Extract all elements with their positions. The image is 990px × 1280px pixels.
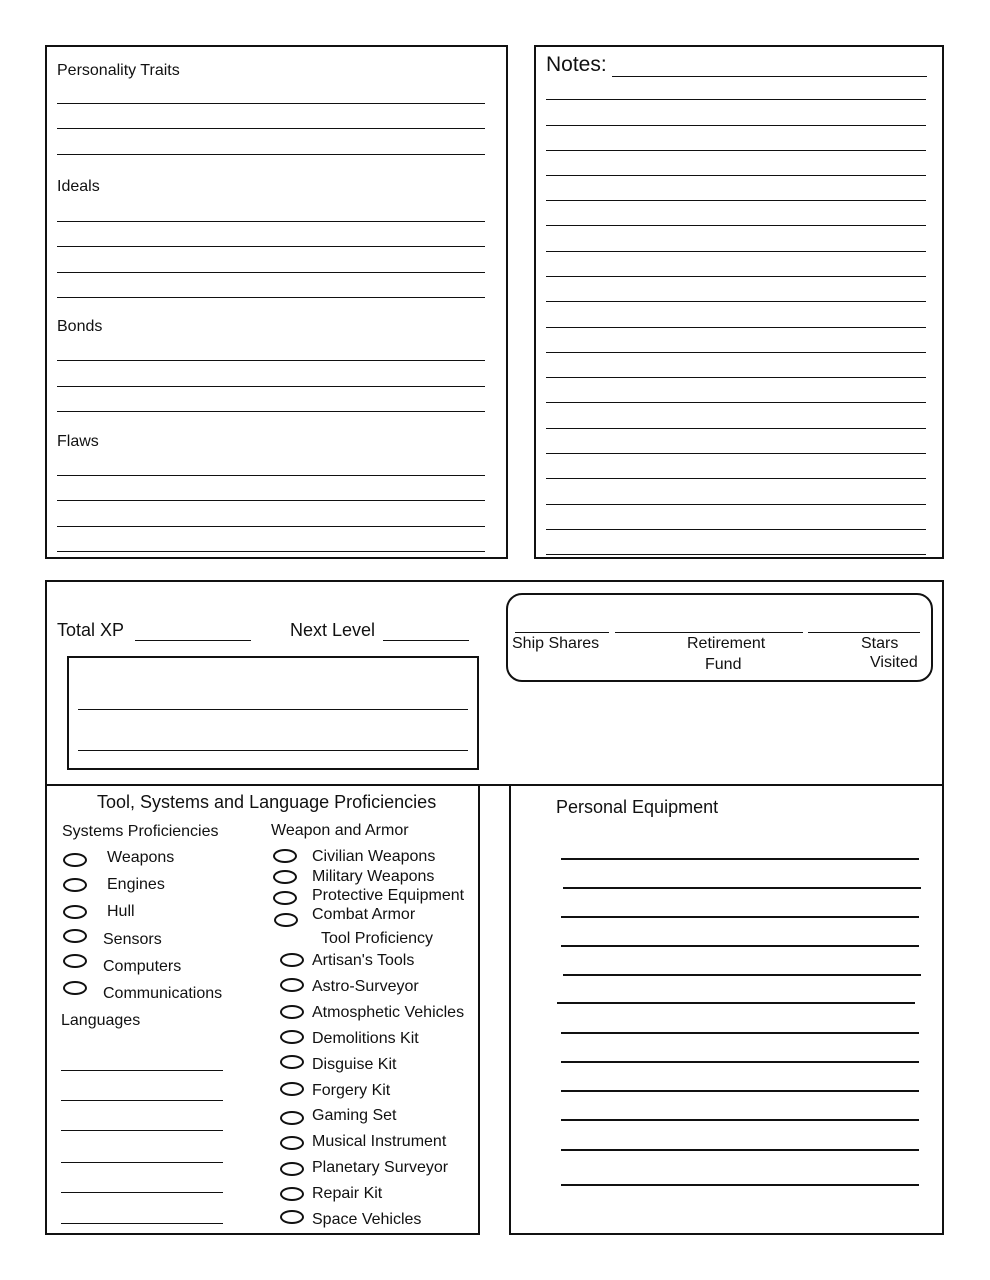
flaws-line[interactable] <box>57 526 485 527</box>
equipment-line[interactable] <box>561 916 919 918</box>
language-line[interactable] <box>61 1223 223 1224</box>
xp-notes-line[interactable] <box>78 709 468 710</box>
language-line[interactable] <box>61 1100 223 1101</box>
next-level-field[interactable] <box>383 640 469 641</box>
checkbox[interactable] <box>280 978 304 992</box>
systems-proficiency-label: Communications <box>103 985 223 1002</box>
language-line[interactable] <box>61 1070 223 1071</box>
tool-proficiency-item-label: Space Vehicles <box>312 1211 422 1228</box>
tool-proficiency-item-label: Musical Instrument <box>312 1133 447 1150</box>
checkbox[interactable] <box>280 1055 304 1069</box>
systems-proficiency-label: Hull <box>107 903 135 920</box>
equipment-line[interactable] <box>561 945 919 947</box>
flaws-line[interactable] <box>57 551 485 552</box>
weapon-armor-proficiency-label: Civilian Weapons <box>312 848 436 865</box>
bonds-line[interactable] <box>57 386 485 387</box>
equipment-line[interactable] <box>561 1090 919 1092</box>
tool-proficiency-item-label: Demolitions Kit <box>312 1030 419 1047</box>
tool-proficiency-item-label: Repair Kit <box>312 1185 383 1202</box>
notes-line[interactable] <box>546 99 926 100</box>
weapon-armor-proficiency-label: Military Weapons <box>312 868 435 885</box>
equipment-box <box>509 784 944 1235</box>
equipment-line[interactable] <box>561 1149 919 1151</box>
notes-label: Notes: <box>546 53 607 76</box>
notes-line[interactable] <box>546 150 926 151</box>
stats-box <box>506 593 933 682</box>
checkbox[interactable] <box>280 1082 304 1096</box>
ideals-line[interactable] <box>57 297 485 298</box>
notes-line[interactable] <box>546 453 926 454</box>
proficiencies-box <box>45 784 480 1235</box>
weapon-armor-proficiency-label: Combat Armor <box>312 906 416 923</box>
equipment-line[interactable] <box>563 974 921 976</box>
stars-label: Stars <box>861 635 899 652</box>
systems-proficiency-label: Weapons <box>107 849 175 866</box>
notes-line[interactable] <box>546 352 926 353</box>
personality-line[interactable] <box>57 103 485 104</box>
personal-equipment-label: Personal Equipment <box>556 797 719 817</box>
systems-proficiency-label: Engines <box>107 876 165 893</box>
flaws-line[interactable] <box>57 500 485 501</box>
checkbox[interactable] <box>273 849 297 863</box>
notes-line[interactable] <box>546 125 926 126</box>
checkbox[interactable] <box>274 913 298 927</box>
checkbox[interactable] <box>273 891 297 905</box>
checkbox[interactable] <box>280 953 304 967</box>
languages-label: Languages <box>61 1012 141 1029</box>
bonds-line[interactable] <box>57 411 485 412</box>
notes-line[interactable] <box>546 554 926 555</box>
ideals-line[interactable] <box>57 272 485 273</box>
checkbox[interactable] <box>63 981 87 995</box>
checkbox[interactable] <box>63 929 87 943</box>
ideals-line[interactable] <box>57 221 485 222</box>
weapon-armor-label: Weapon and Armor <box>271 822 409 839</box>
notes-line[interactable] <box>546 301 926 302</box>
checkbox[interactable] <box>280 1162 304 1176</box>
checkbox[interactable] <box>280 1187 304 1201</box>
checkbox[interactable] <box>280 1030 304 1044</box>
proficiencies-title: Tool, Systems and Language Proficiencies <box>97 792 437 812</box>
notes-line[interactable] <box>546 276 926 277</box>
language-line[interactable] <box>61 1192 223 1193</box>
xp-notes-line[interactable] <box>78 750 468 751</box>
notes-box <box>534 45 944 559</box>
ship-shares-field[interactable] <box>515 632 609 633</box>
tool-proficiency-item-label: Gaming Set <box>312 1107 397 1124</box>
checkbox[interactable] <box>280 1005 304 1019</box>
notes-line[interactable] <box>546 428 926 429</box>
traits-box <box>45 45 508 559</box>
language-line[interactable] <box>61 1130 223 1131</box>
equipment-line[interactable] <box>561 1119 919 1121</box>
total-xp-field[interactable] <box>135 640 251 641</box>
bonds-line[interactable] <box>57 360 485 361</box>
personality-traits-label: Personality Traits <box>57 62 180 79</box>
systems-proficiencies-label: Systems Proficiencies <box>62 823 219 840</box>
tool-proficiency-item-label: Astro-Surveyor <box>312 978 419 995</box>
tool-proficiency-item-label: Atmosphetic Vehicles <box>312 1004 465 1021</box>
ship-shares-label: Ship Shares <box>512 635 600 652</box>
weapon-armor-proficiency-label: Protective Equipment <box>312 887 465 904</box>
retirement-label: Retirement <box>687 635 766 652</box>
notes-line[interactable] <box>546 529 926 530</box>
tool-proficiency-item-label: Forgery Kit <box>312 1082 391 1099</box>
notes-line[interactable] <box>546 478 926 479</box>
xp-notes-box <box>67 656 479 770</box>
checkbox[interactable] <box>280 1210 304 1224</box>
notes-line[interactable] <box>546 175 926 176</box>
tool-proficiency-label: Tool Proficiency <box>321 930 434 947</box>
language-line[interactable] <box>61 1162 223 1163</box>
notes-line[interactable] <box>546 504 926 505</box>
tool-proficiency-item-label: Disguise Kit <box>312 1056 397 1073</box>
systems-proficiency-label: Computers <box>103 958 182 975</box>
notes-line[interactable] <box>546 327 926 328</box>
notes-line[interactable] <box>546 402 926 403</box>
checkbox[interactable] <box>63 905 87 919</box>
equipment-line[interactable] <box>561 1184 919 1186</box>
retirement-fund-field[interactable] <box>615 632 803 633</box>
equipment-line[interactable] <box>561 858 919 860</box>
checkbox[interactable] <box>63 853 87 867</box>
equipment-line[interactable] <box>561 1032 919 1034</box>
tool-proficiency-item-label: Artisan's Tools <box>312 952 415 969</box>
equipment-line[interactable] <box>557 1002 915 1004</box>
bonds-label: Bonds <box>57 318 103 335</box>
flaws-label: Flaws <box>57 433 99 450</box>
checkbox[interactable] <box>280 1136 304 1150</box>
tool-proficiency-item-label: Planetary Surveyor <box>312 1159 449 1176</box>
personality-line[interactable] <box>57 128 485 129</box>
equipment-line[interactable] <box>561 1061 919 1063</box>
checkbox[interactable] <box>273 870 297 884</box>
notes-line[interactable] <box>546 225 926 226</box>
stars-visited-label: Visited <box>870 654 918 671</box>
notes-title-line[interactable] <box>612 76 927 77</box>
flaws-line[interactable] <box>57 475 485 476</box>
stars-visited-field[interactable] <box>808 632 920 633</box>
next-level-label: Next Level <box>290 620 376 640</box>
checkbox[interactable] <box>280 1111 304 1125</box>
systems-proficiency-label: Sensors <box>103 931 162 948</box>
notes-line[interactable] <box>546 200 926 201</box>
ideals-line[interactable] <box>57 246 485 247</box>
total-xp-label: Total XP <box>57 620 125 640</box>
equipment-line[interactable] <box>563 887 921 889</box>
checkbox[interactable] <box>63 954 87 968</box>
ideals-label: Ideals <box>57 178 100 195</box>
personality-line[interactable] <box>57 154 485 155</box>
checkbox[interactable] <box>63 878 87 892</box>
xp-stats-box <box>45 580 944 786</box>
notes-line[interactable] <box>546 377 926 378</box>
retirement-fund-label: Fund <box>705 656 742 673</box>
notes-line[interactable] <box>546 251 926 252</box>
